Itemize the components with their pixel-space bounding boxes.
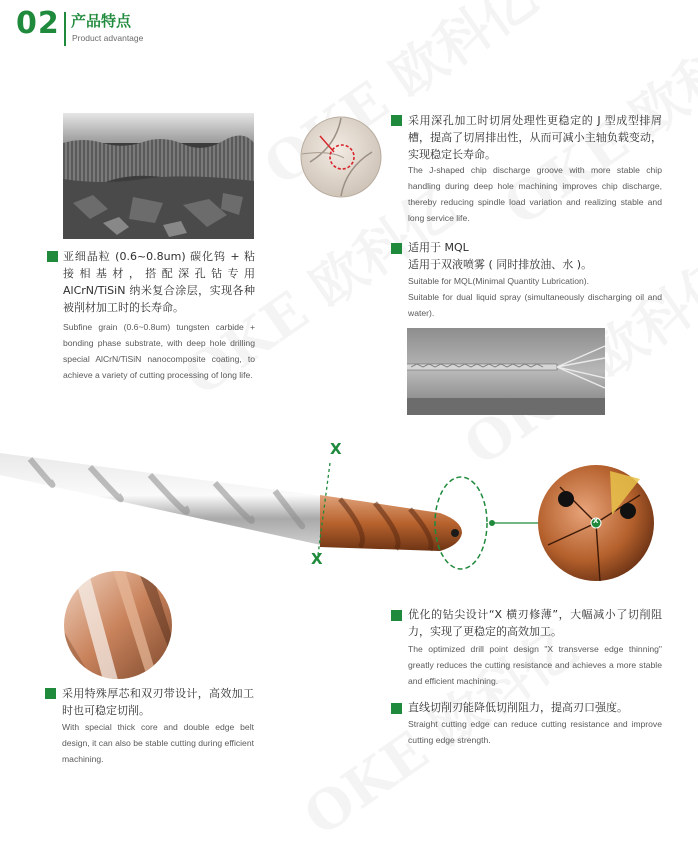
- straight-edge-zh: 直线切削刃能降低切削阻力，提高刃口强度。: [408, 701, 628, 714]
- j-groove-photo: [300, 116, 382, 198]
- mql-zh-line1: 适用于 MQL: [408, 241, 469, 254]
- x-thinning-en: The optimized drill point design "X transverse edge thinning" greatly reduces the cutting resistance and achieves a more stable and efficient machining.: [408, 644, 662, 686]
- bullet-square: [47, 251, 58, 262]
- thick-core-en: With special thick core and double edge belt design, it can also be stable cutting during efficient machining.: [62, 722, 254, 764]
- mql-spray-photo: [407, 328, 605, 415]
- bullet-square: [391, 703, 402, 714]
- mql-en-line2: Suitable for dual liquid spray (simultaneously discharging oil and water).: [408, 292, 662, 318]
- thick-core-photo: [63, 570, 173, 680]
- mql-en-line1: Suitable for MQL(Minimal Quantity Lubrication).: [408, 276, 590, 286]
- x-label-top: X: [330, 440, 342, 458]
- mql-zh-line2: 适用于双液喷雾 ( 同时排放油、水 )。: [408, 258, 593, 271]
- section-title: 产品特点: [71, 12, 132, 30]
- header-divider: [64, 12, 66, 46]
- bullet-square: [45, 688, 56, 699]
- bullet-square: [391, 115, 402, 126]
- j-groove-en: The J-shaped chip discharge groove with more stable chip handling during deep hole machining improves chip discharge, thereby reducing spindle load variation and realizing stable and long service life.: [408, 165, 662, 223]
- j-groove-zh: 采用深孔加工时切屑处理性更稳定的 J 型成型排屑槽，提高了切屑排出性，从而可减小主轴负载变动，实现稳定长寿命。: [408, 114, 662, 161]
- x-thinning-zh: 优化的钻尖设计“X 横刃修薄”，大幅减小了切削阻力，实现了更稳定的高效加工。: [408, 608, 662, 638]
- straight-edge-en: Straight cutting edge can reduce cutting resistance and improve cutting edge strength.: [408, 719, 662, 745]
- bullet-square: [391, 610, 402, 621]
- x-marker-label: X: [593, 517, 599, 525]
- coating-sem-photo: [63, 113, 254, 239]
- thick-core-zh: 采用特殊厚芯和双刃带设计，高效加工时也可稳定切削。: [62, 687, 254, 717]
- substrate-en: Subfine grain (0.6~0.8um) tungsten carbide + bonding phase substrate, with deep hole drilling special AlCrN/TiSiN nanocomposite coating, to achieve a variety of cutting processing of long life.: [63, 322, 255, 380]
- substrate-zh: 亚细晶粒 (0.6~0.8um) 碳化钨 + 粘接相基材，搭配深孔钻专用 AlCrN/TiSiN 纳米复合涂层，实现各种被削材加工时的长寿命。: [63, 250, 255, 314]
- bullet-square: [391, 243, 402, 254]
- x-label-bottom: X: [311, 550, 323, 568]
- section-subtitle: Product advantage: [72, 33, 144, 43]
- section-number: 02: [16, 6, 60, 41]
